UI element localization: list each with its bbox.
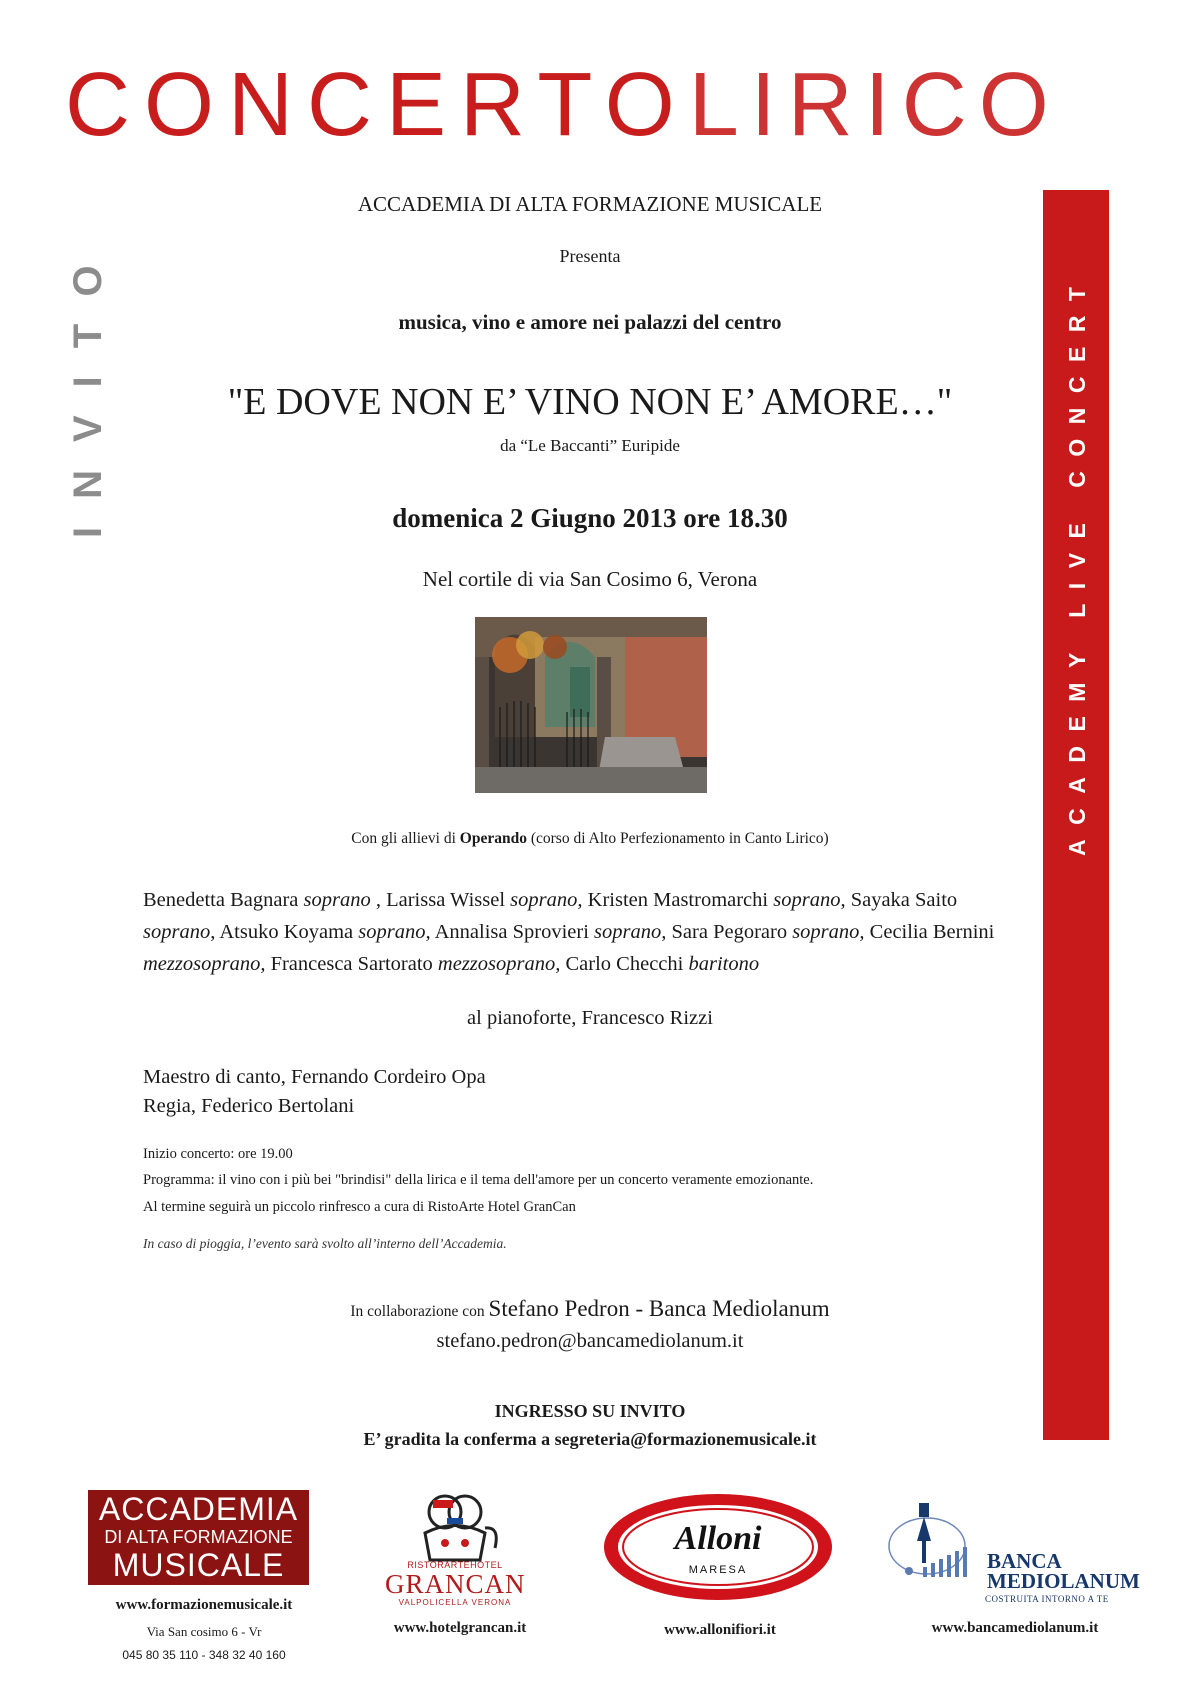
- title-concerto: CONCERTO: [65, 55, 689, 155]
- students-prefix: Con gli allievi di: [351, 830, 460, 847]
- cast-entry: Atsuko Koyama soprano,: [219, 921, 431, 943]
- accademia-address: Via San cosimo 6 - Vr: [146, 1624, 262, 1639]
- regia-line: Regia, Federico Bertolani: [143, 1095, 355, 1117]
- cast-entry: Sayaka Saito soprano,: [143, 889, 958, 943]
- invito-banner: [56, 198, 110, 538]
- presenta-label: Presenta: [559, 246, 621, 266]
- title-lirico: LIRICO: [688, 55, 1061, 155]
- event-date: domenica 2 Giugno 2013 ore 18.30: [392, 503, 788, 533]
- students-line: [140, 830, 1040, 848]
- cast-entry: Kristen Mastromarchi soprano,: [587, 889, 851, 911]
- svg-text:MARESA: MARESA: [688, 1564, 748, 1576]
- collab-line: [140, 1296, 1040, 1322]
- programma-note: Programma: il vino con i più bei "brindisi" della lirica e il tema dell'amore per un concerto veramente emozionante.: [143, 1172, 814, 1188]
- cast-list: [143, 884, 1023, 980]
- alloni-oval-icon: [601, 1491, 835, 1603]
- event-location: Nel cortile di via San Cosimo 6, Verona: [422, 567, 758, 591]
- alloni-website[interactable]: www.allonifiori.it: [664, 1622, 776, 1638]
- maestro-line: Maestro di canto, Fernando Cordeiro Opa: [143, 1066, 486, 1088]
- pianist-line: al pianoforte, Francesco Rizzi: [467, 1007, 713, 1029]
- staff-block: [143, 1063, 486, 1121]
- accademia-phone: 045 80 35 110 - 348 32 40 160: [122, 1648, 286, 1662]
- inizio-note: Inizio concerto: ore 19.00: [143, 1146, 293, 1162]
- courtyard-photo: [475, 617, 707, 793]
- mediolanum-website[interactable]: www.bancamediolanum.it: [931, 1620, 1099, 1636]
- cast-entry: Cecilia Bernini mezzosoprano,: [143, 921, 995, 975]
- collab-name: Stefano Pedron - Banca Mediolanum: [488, 1296, 830, 1321]
- ingresso-conferma: E’ gradita la conferma a segreteria@formazionemusicale.it: [363, 1429, 817, 1449]
- cast-entry: Francesca Sartorato mezzosoprano,: [270, 953, 561, 975]
- ingresso-title: INGRESSO SU INVITO: [494, 1401, 686, 1421]
- courtyard-photo-drawing: [475, 617, 707, 793]
- mediolanum-tower-icon: [887, 1501, 987, 1581]
- collab-email[interactable]: stefano.pedron@bancamediolanum.it: [436, 1330, 744, 1352]
- cast-entry: Carlo Checchi baritono: [565, 953, 760, 975]
- grancan-logo: RISTORARTEHOTEL GRANCAN VALPOLICELLA VERONA: [385, 1488, 525, 1608]
- organizer: ACCADEMIA DI ALTA FORMAZIONE MUSICALE: [357, 192, 823, 216]
- cast-entry: Larissa Wissel soprano,: [386, 889, 583, 911]
- pioggia-note: In caso di pioggia, l’evento sarà svolto all’interno dell’Accademia.: [143, 1236, 507, 1251]
- event-source: da “Le Baccanti” Euripide: [500, 436, 680, 455]
- event-title: "E DOVE NON E’ VINO NON E’ AMORE…": [227, 381, 953, 423]
- band-label: ACADEMY LIVE CONCERT: [1064, 272, 1090, 856]
- course-name: Operando: [459, 830, 527, 847]
- mediolanum-logo: BANCA MEDIOLANUM COSTRUITA INTORNO A TE: [887, 1501, 1137, 1601]
- collab-prefix: In collaborazione con: [350, 1303, 489, 1320]
- accademia-logo: ACCADEMIA DI ALTA FORMAZIONE MUSICALE: [88, 1490, 309, 1585]
- academy-live-concert-band: [1043, 190, 1109, 1440]
- cast-entry: Benedetta Bagnara soprano ,: [143, 889, 387, 911]
- grancan-mascot-icon: [385, 1488, 525, 1563]
- accademia-website[interactable]: www.formazionemusicale.it: [115, 1597, 293, 1613]
- students-suffix: (corso di Alto Perfezionamento in Canto Lirico): [526, 830, 829, 847]
- cast-entry: Annalisa Sprovieri soprano,: [434, 921, 667, 943]
- svg-text:Alloni: Alloni: [674, 1520, 762, 1557]
- cast-entry: Sara Pegoraro soprano,: [671, 921, 865, 943]
- rinfresco-note: Al termine seguirà un piccolo rinfresco a cura di RistoArte Hotel GranCan: [143, 1199, 576, 1215]
- invito-label: INVITO: [66, 237, 110, 538]
- event-subtitle: musica, vino e amore nei palazzi del centro: [398, 310, 782, 334]
- grancan-website[interactable]: www.hotelgrancan.it: [393, 1620, 527, 1636]
- alloni-logo: [601, 1491, 835, 1603]
- page-title: [65, 55, 1061, 155]
